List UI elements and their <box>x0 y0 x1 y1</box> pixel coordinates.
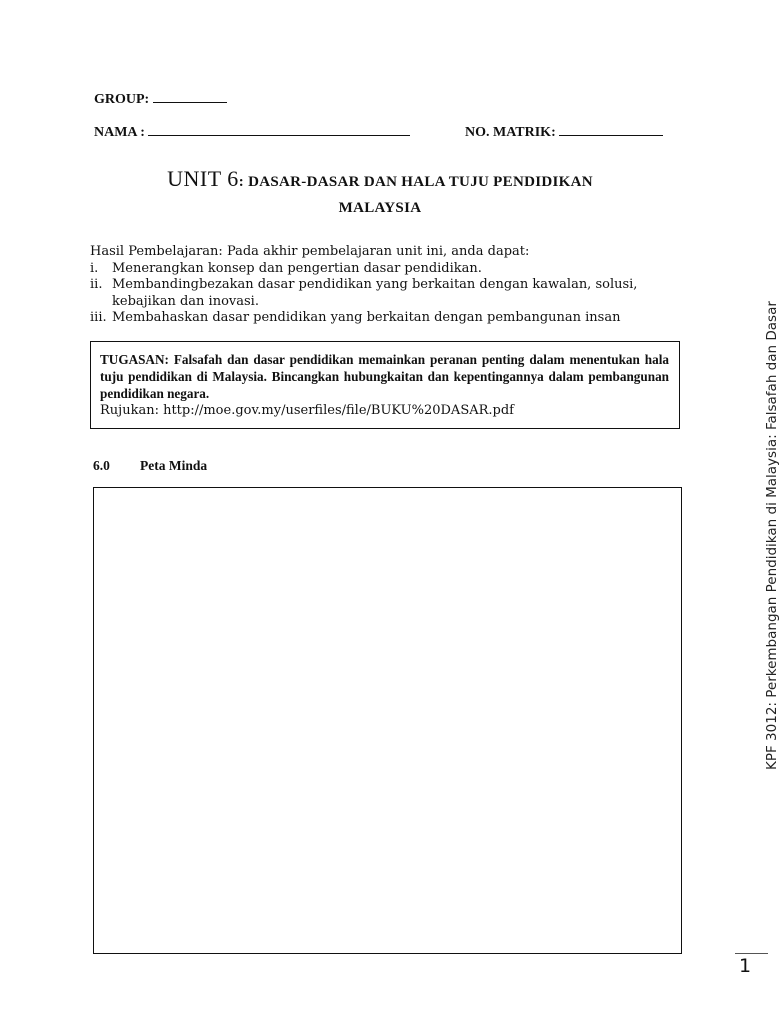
nama-blank-line[interactable] <box>148 121 410 136</box>
list-item <box>90 310 680 327</box>
task-reference: Rujukan: http://moe.gov.my/userfiles/file/BUKU%20DASAR.pdf <box>100 403 514 418</box>
nama-label: NAMA : <box>94 125 145 140</box>
list-item <box>90 261 680 278</box>
page-title <box>90 166 670 221</box>
title-line-2: MALAYSIA <box>338 200 422 216</box>
page-number-divider <box>735 953 768 954</box>
mind-map-box[interactable] <box>93 487 682 954</box>
section-title: Peta Minda <box>140 458 208 473</box>
sidebar-course-title: KPF 3012: Perkembangan Pendidikan di Malaysia: Falsafah dan Dasar <box>764 301 780 770</box>
list-item-number: i. <box>90 260 99 276</box>
matrik-blank-line[interactable] <box>559 121 663 136</box>
task-box <box>90 341 680 429</box>
nama-field <box>94 121 410 141</box>
matrik-field <box>465 121 663 141</box>
title-line-1: : DASAR-DASAR DAN HALA TUJU PENDIDIKAN <box>238 174 593 190</box>
section-heading <box>93 458 207 474</box>
group-blank-line[interactable] <box>153 88 227 103</box>
matrik-label: NO. MATRIK: <box>465 125 556 140</box>
list-item-number: ii. <box>90 277 103 292</box>
outcomes-intro: Hasil Pembelajaran: Pada akhir pembelajaran unit ini, anda dapat: <box>90 244 530 259</box>
unit-number: UNIT 6 <box>167 166 239 191</box>
task-text: Falsafah dan dasar pendidikan memainkan peranan penting dalam menentukan hala tuju pendidikan di Malaysia. Bincangkan hubungkaitan dan kepentingannya dalam pembangunan pendidikan negara. <box>100 352 669 401</box>
page-number: 1 <box>739 955 752 977</box>
task-label: TUGASAN: <box>100 352 169 367</box>
list-item-text: Membandingbezakan dasar pendidikan yang berkaitan dengan kawalan, solusi, kebajikan dan inovasi. <box>112 277 638 309</box>
learning-outcomes <box>90 244 680 327</box>
group-field <box>94 88 227 108</box>
list-item-text: Menerangkan konsep dan pengertian dasar pendidikan. <box>112 260 482 276</box>
list-item-number: iii. <box>90 310 107 325</box>
section-number: 6.0 <box>93 458 110 473</box>
task-body <box>100 351 669 402</box>
group-label: GROUP: <box>94 92 150 107</box>
list-item-text: Membahaskan dasar pendidikan yang berkaitan dengan pembangunan insan <box>112 310 621 325</box>
list-item <box>90 277 680 310</box>
